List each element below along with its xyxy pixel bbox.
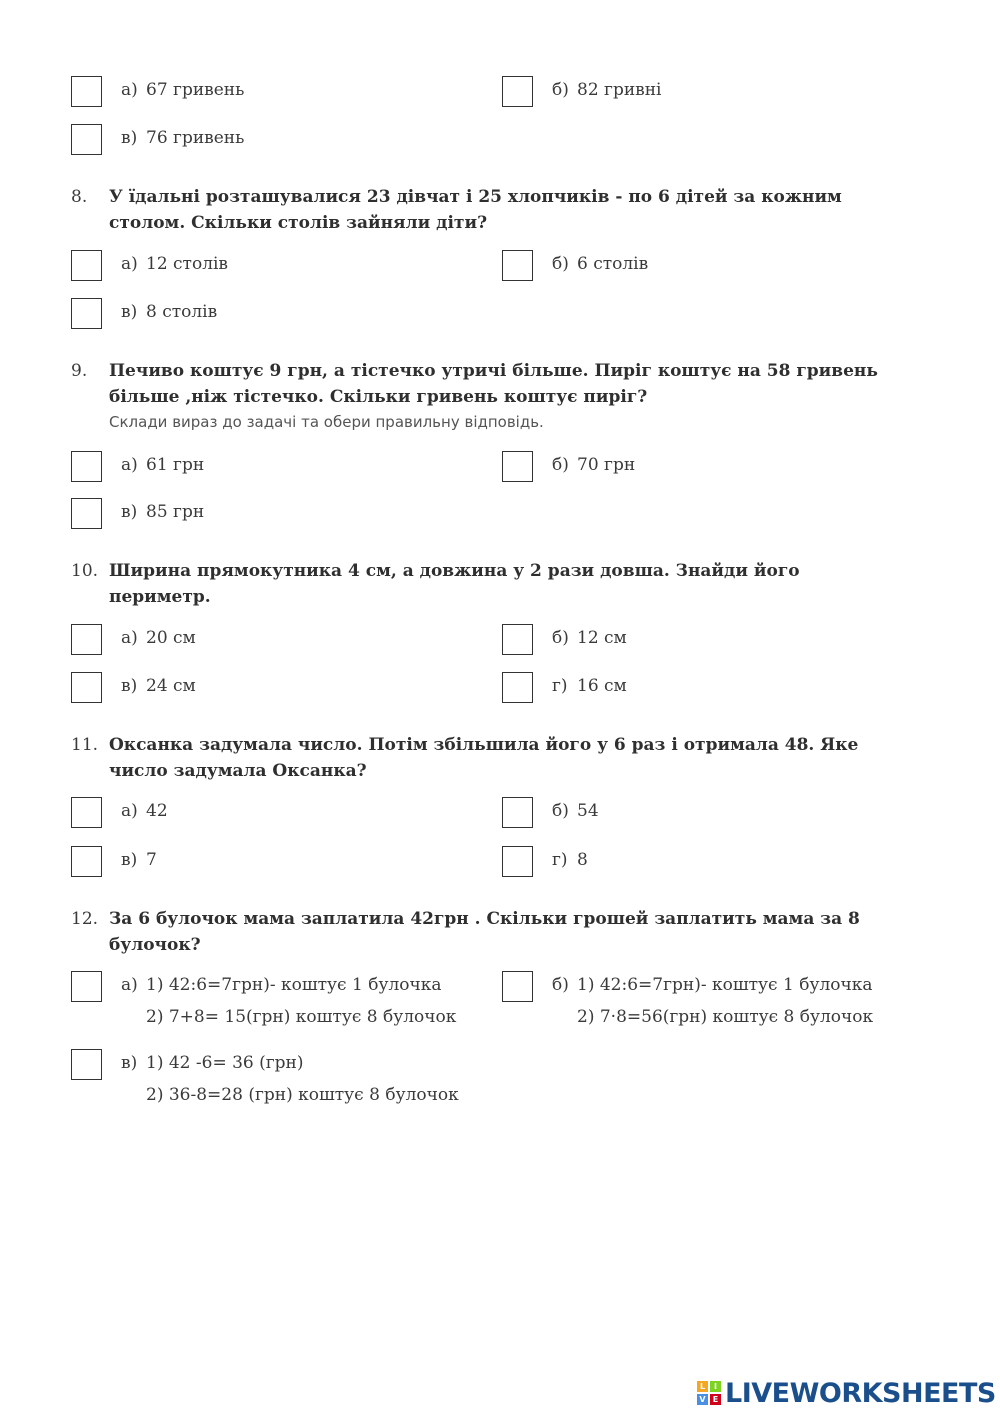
- answer-checkbox[interactable]: [71, 797, 102, 828]
- option-q8-a: [71, 250, 471, 284]
- option-letter: в): [121, 676, 138, 696]
- option-text: 42: [146, 801, 168, 821]
- option-q10-b: [502, 624, 902, 658]
- option-letter: а): [121, 455, 138, 475]
- answer-checkbox[interactable]: [502, 76, 533, 107]
- question-number: 8.: [71, 187, 88, 207]
- logo-cube: V: [697, 1394, 708, 1405]
- answer-checkbox[interactable]: [71, 451, 102, 482]
- answer-checkbox[interactable]: [71, 846, 102, 877]
- question-number: 10.: [71, 561, 99, 581]
- logo-cube: I: [710, 1381, 721, 1392]
- answer-checkbox[interactable]: [502, 797, 533, 828]
- option-text: 8 столів: [146, 302, 218, 322]
- option-text: 24 см: [146, 676, 196, 696]
- option-q7-a: [71, 76, 471, 110]
- question-text: Ширина прямокутника 4 см, а довжина у 2 рази довша. Знайди його периметр.: [109, 561, 800, 607]
- answer-checkbox[interactable]: [502, 250, 533, 281]
- option-text: 6 столів: [577, 254, 649, 274]
- option-text: 82 гривні: [577, 80, 662, 100]
- option-text: 67 гривень: [146, 80, 245, 100]
- answer-checkbox[interactable]: [71, 250, 102, 281]
- question-number: 9.: [71, 361, 88, 381]
- option-text-line1: 1) 42 -6= 36 (грн): [146, 1053, 304, 1073]
- option-text-line1: 1) 42:6=7грн)- коштує 1 булочка: [146, 975, 442, 995]
- option-q11-d: [502, 846, 902, 880]
- option-letter: а): [121, 80, 138, 100]
- answer-checkbox[interactable]: [502, 672, 533, 703]
- answer-checkbox[interactable]: [502, 971, 533, 1002]
- question-instruction: Склади вираз до задачі та обери правильну відповідь.: [109, 413, 544, 431]
- option-q11-c: [71, 846, 471, 880]
- answer-checkbox[interactable]: [502, 451, 533, 482]
- answer-checkbox[interactable]: [71, 1049, 102, 1080]
- option-letter: в): [121, 1053, 138, 1073]
- answer-checkbox[interactable]: [71, 298, 102, 329]
- question-9: [71, 358, 901, 410]
- option-text: 85 грн: [146, 502, 205, 522]
- logo-cube: E: [710, 1394, 721, 1405]
- option-text-line2: 2) 7·8=56(грн) коштує 8 булочок: [577, 1007, 874, 1027]
- option-q10-c: [71, 672, 471, 706]
- option-letter: а): [121, 801, 138, 821]
- option-text: 16 см: [577, 676, 627, 696]
- liveworksheets-logo: [697, 1377, 996, 1409]
- question-10: [71, 558, 901, 610]
- option-q7-b: [502, 76, 902, 110]
- logo-text: LIVEWORKSHEETS: [725, 1377, 996, 1409]
- option-text: 61 грн: [146, 455, 205, 475]
- question-text: Оксанка задумала число. Потім збільшила його у 6 раз і отримала 48. Яке число задумала Оксанка?: [109, 735, 859, 781]
- option-q8-b: [502, 250, 902, 284]
- question-number: 11.: [71, 735, 99, 755]
- answer-checkbox[interactable]: [71, 672, 102, 703]
- answer-checkbox[interactable]: [71, 76, 102, 107]
- option-letter: в): [121, 502, 138, 522]
- option-text-line1: 1) 42:6=7грн)- коштує 1 булочка: [577, 975, 873, 995]
- answer-checkbox[interactable]: [71, 124, 102, 155]
- option-text: 8: [577, 850, 588, 870]
- option-letter: б): [552, 80, 569, 100]
- option-text: 12 столів: [146, 254, 229, 274]
- question-text: За 6 булочок мама заплатила 42грн . Скільки грошей заплатить мама за 8 булочок?: [109, 909, 860, 955]
- logo-cube: L: [697, 1381, 708, 1392]
- question-number: 12.: [71, 909, 99, 929]
- answer-checkbox[interactable]: [71, 498, 102, 529]
- option-text: 54: [577, 801, 599, 821]
- question-12: [71, 906, 901, 958]
- option-text: 12 см: [577, 628, 627, 648]
- option-text: 20 см: [146, 628, 196, 648]
- option-q11-b: [502, 797, 902, 831]
- option-letter: в): [121, 850, 138, 870]
- answer-checkbox[interactable]: [71, 971, 102, 1002]
- option-letter: б): [552, 975, 569, 995]
- option-letter: в): [121, 302, 138, 322]
- option-letter: б): [552, 455, 569, 475]
- option-q8-c: [71, 298, 471, 332]
- option-q10-a: [71, 624, 471, 658]
- option-text: 70 грн: [577, 455, 636, 475]
- answer-checkbox[interactable]: [502, 624, 533, 655]
- option-q12-b: [502, 971, 922, 1041]
- option-q10-d: [502, 672, 902, 706]
- option-letter: а): [121, 975, 138, 995]
- option-letter: г): [552, 676, 568, 696]
- logo-cubes-icon: [697, 1381, 721, 1405]
- option-letter: в): [121, 128, 138, 148]
- option-text-line2: 2) 7+8= 15(грн) коштує 8 булочок: [146, 1007, 457, 1027]
- option-letter: б): [552, 801, 569, 821]
- option-letter: б): [552, 254, 569, 274]
- option-q11-a: [71, 797, 471, 831]
- option-letter: б): [552, 628, 569, 648]
- option-q9-a: [71, 451, 471, 485]
- answer-checkbox[interactable]: [502, 846, 533, 877]
- question-11: [71, 732, 901, 784]
- question-8: [71, 184, 901, 236]
- question-text: У їдальні розташувалися 23 дівчат і 25 хлопчиків - по 6 дітей за кожним столом. Скільки столів зайняли діти?: [109, 187, 842, 233]
- option-q12-c: [71, 1049, 491, 1119]
- option-q7-c: [71, 124, 471, 158]
- option-q9-c: [71, 498, 471, 532]
- option-text: 7: [146, 850, 157, 870]
- option-letter: а): [121, 254, 138, 274]
- answer-checkbox[interactable]: [71, 624, 102, 655]
- option-q9-b: [502, 451, 902, 485]
- option-letter: а): [121, 628, 138, 648]
- option-text-line2: 2) 36-8=28 (грн) коштує 8 булочок: [146, 1085, 459, 1105]
- option-letter: г): [552, 850, 568, 870]
- option-text: 76 гривень: [146, 128, 245, 148]
- question-text: Печиво коштує 9 грн, а тістечко утричі більше. Пиріг коштує на 58 гривень більше ,ніж тістечко. Скільки гривень коштує пиріг?: [109, 361, 878, 407]
- option-q12-a: [71, 971, 491, 1041]
